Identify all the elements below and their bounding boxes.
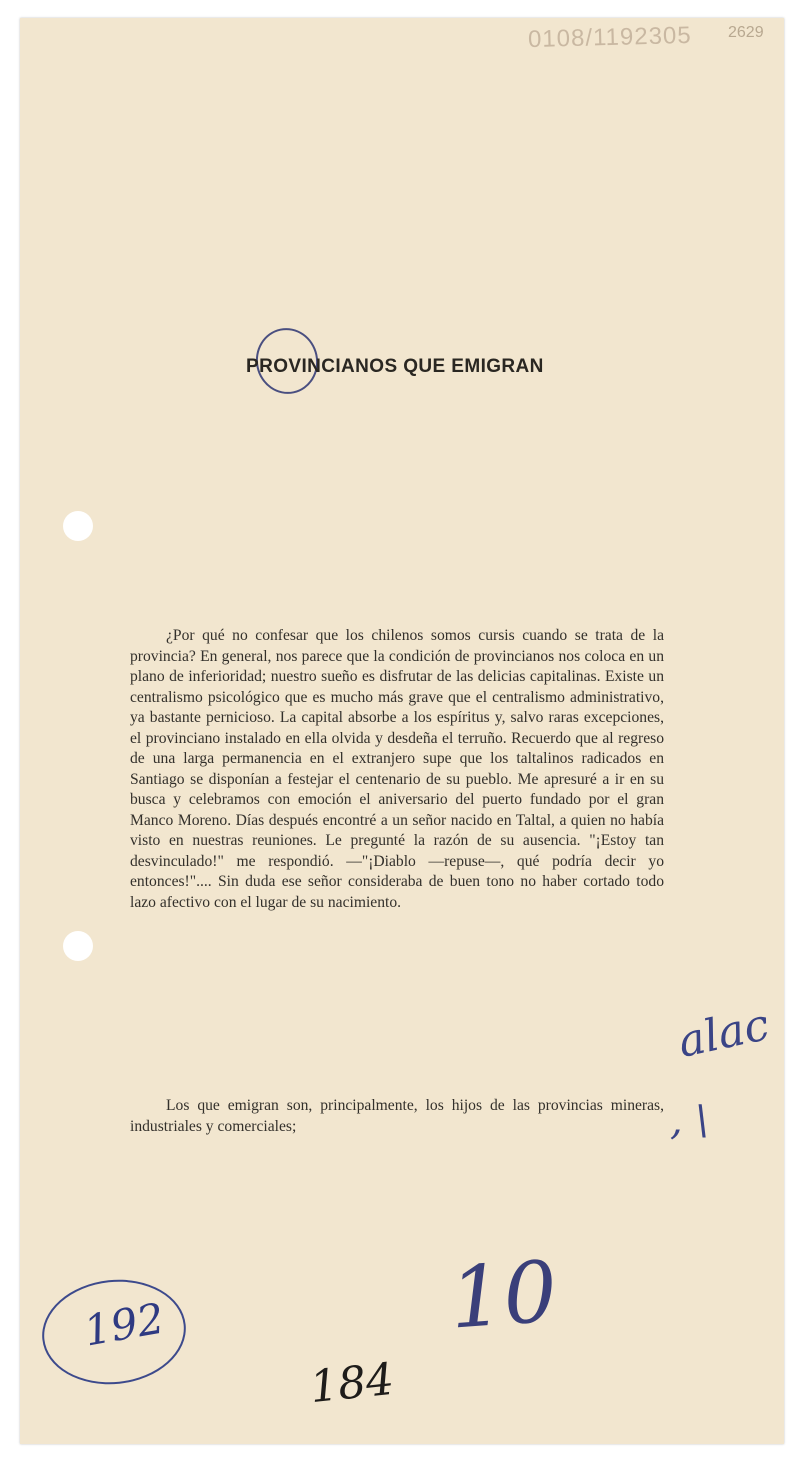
punch-hole-bottom	[63, 931, 93, 961]
handwritten-large-number: 10	[446, 1242, 561, 1348]
margin-pencil-marks: , \	[670, 1098, 709, 1144]
page-title: PROVINCIANOS QUE EMIGRAN	[246, 356, 544, 377]
punch-hole-top	[63, 511, 93, 541]
handwritten-page-number: 184	[307, 1353, 397, 1414]
margin-handwritten-note: alac	[673, 999, 774, 1068]
archive-page-number: 2629	[728, 24, 764, 41]
handwritten-circled-number: 192	[80, 1293, 168, 1356]
paragraph-2: Los que emigran son, principalmente, los hijos de las provincias mineras, industriales y comerciales;	[130, 1097, 664, 1135]
document-page	[20, 18, 784, 1444]
paragraph-1: ¿Por qué no confesar que los chilenos somos cursis cuando se trata de la provincia? En general, nos parece que la condición de provincianos nos coloca en un plano de inferioridad; nuestro sueño es disfrutar de las delicias capitalinas. Existe un centralismo psicológico que es mucho más grave que el centralismo administrativo, ya bastante pernicioso. La capital absorbe a los espíritus y, salvo raras excepciones, el provinciano instalado en ella olvida y desdeña el terruño. Recuerdo que al regreso de una larga permanencia en el extranjero supe que los taltalinos radicados en Santiago se disponían a festejar el centenario de su pueblo. Me apresuré a ir en su busca y celebramos con emoción el aniversario del puerto fundado por el gran Manco Moreno. Días después encontré a un señor nacido en Taltal, a quien no había visto en nuestras reuniones. Le pregunté la razón de su ausencia. "¡Estoy tan desvinculado!" me respondió. —"¡Diablo —repuse—, qué podría decir yo entonces!".... Sin duda ese señor consideraba de buen tono no haber cortado todo lazo afectivo con el lugar de su nacimiento.	[130, 627, 664, 911]
archive-code-stamp: 0108/1192305	[527, 21, 693, 54]
